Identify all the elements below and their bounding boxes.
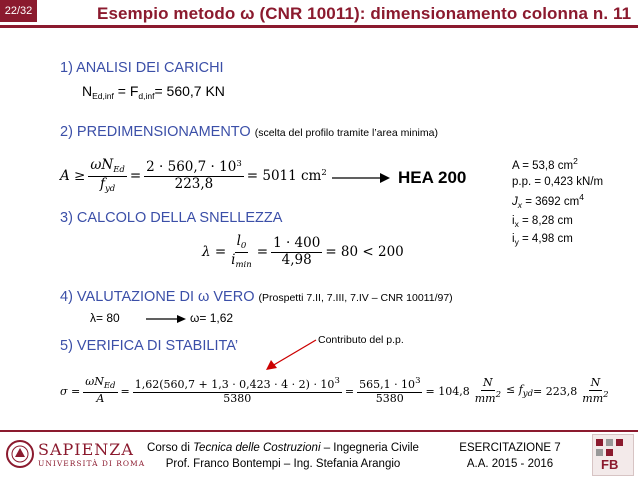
area-result-exponent: 2: [321, 168, 327, 178]
expanded-fraction: $\frac{1,62(560,7 + 1,3 \cdot 0,423 \cdot 4 \cdot 2) \cdot 10^3}{5380}$: [134, 375, 340, 405]
prop-inertia: $J_x = 3692$ $cm^4$: [512, 192, 584, 210]
prop-radius-x: $i_x = 8,28$ cm: [512, 214, 573, 229]
slide-number: 22/32: [0, 0, 37, 22]
frac-denominator-sub: yd: [104, 183, 116, 194]
exercise-label: ESERCITAZIONE 7: [459, 442, 561, 454]
frac-numerator: ωN: [90, 156, 114, 173]
arrow-right-icon: [332, 172, 390, 184]
lambda-lhs: λ =: [202, 244, 227, 260]
axial-load-value: = 560,7 KN: [154, 83, 225, 99]
prop-radius-y: $i_y = 4,98$ cm: [512, 233, 573, 247]
frac-denominator: 223,8: [174, 175, 214, 192]
professors-line: Prof. Franco Bontempi – Ing. Stefania Arangio: [165, 458, 401, 470]
frac-numerator-sub: Ed: [113, 164, 125, 175]
equals-sign: =: [129, 168, 142, 184]
section-4-note: (Prospetti 7.II, 7.III, 7.IV – CNR 10011/97): [258, 292, 453, 304]
omega-value: ω= 1,62: [190, 311, 234, 325]
sapienza-logo: [6, 437, 145, 471]
fb-logo-text: FB: [601, 457, 619, 472]
frac-numerator: 2 · 560,7 · 10: [146, 158, 237, 175]
prop-area: A = 53,8 $cm^2$: [512, 156, 578, 172]
fb-logo: [592, 434, 634, 476]
unit-n-mm2: $\frac{N}{mm^2}$: [474, 375, 501, 405]
numeric-fraction: $\frac{1 \cdot 400}{4,98}$: [273, 234, 321, 268]
section-3-heading: 3) CALCOLO DELLA SNELLEZZA: [60, 210, 283, 226]
equals-sign: =: [256, 244, 269, 260]
frac-exponent: 3: [236, 158, 242, 169]
section-2-label: 2) PREDIMENSIONAMENTO: [60, 124, 251, 140]
axial-load-line: [82, 83, 225, 101]
n-symbol: N: [82, 83, 93, 99]
f-subscript: d,inf: [138, 91, 155, 101]
slide-title: Esempio metodo ω (CNR 10011): dimensionamento colonna n. 11: [97, 4, 632, 23]
arrow-right-icon: [146, 314, 186, 324]
course-info: [138, 440, 428, 472]
stress-verification-formula: σ = $\frac{\omega N_{Ed}}{A}$ = $\frac{1,62(560,7 + 1,3 \cdot 0,423 \cdot 4 \cdot 2) \cdot 10^3}{5380}$ = $\frac{565,1 \cdot 10^3}{5380}$ = 104,8 $\frac{N}{mm^2}$ ≤ $f_{yd}$ = 223,8 $\frac{N}{mm^2}$: [60, 375, 609, 406]
reduced-fraction: $\frac{565,1 \cdot 10^3}{5380}$: [359, 375, 421, 405]
section-4-label: 4) VALUTAZIONE DI ω VERO: [60, 289, 255, 305]
area-result: = 5011 cm: [246, 168, 322, 184]
section-2-note: (scelta del profilo tramite l’area minima): [254, 127, 438, 139]
logo-main-text: SAPIENZA: [38, 440, 134, 459]
header-rule: [0, 25, 638, 28]
logo-sub-text: UNIVERSITÀ DI ROMA: [38, 459, 146, 468]
frac-denominator: f: [99, 175, 105, 192]
sigma-lhs: σ =: [60, 384, 81, 398]
lambda-value: λ= 80: [90, 311, 120, 325]
l0-over-imin: $\frac{l_0}{i_{min}}$: [231, 232, 252, 270]
omega-n-over-fyd: [88, 158, 126, 195]
academic-year: A.A. 2015 - 2016: [466, 458, 554, 470]
area-lhs: A ≥: [60, 168, 86, 184]
slenderness-formula: [202, 229, 404, 275]
profile-properties: [512, 154, 603, 251]
n-subscript: Ed,inf: [92, 91, 114, 101]
section-2-heading: [60, 124, 438, 140]
unit-n-mm2: $\frac{N}{mm^2}$: [582, 375, 609, 405]
sapienza-seal-icon: [6, 437, 34, 471]
fyd-value: = 223,8: [533, 384, 578, 398]
numeric-fraction: [144, 160, 244, 192]
slenderness-result: = 80 < 200: [325, 244, 404, 260]
area-formula: [60, 150, 327, 202]
omega-n-over-a: $\frac{\omega N_{Ed}}{A}$: [85, 375, 116, 406]
section-4-heading: [60, 289, 453, 305]
section-5-heading: 5) VERIFICA DI STABILITA’: [60, 338, 239, 354]
course-line: Corso di Tecnica delle Costruzioni – Ingegneria Civile: [147, 442, 419, 454]
footer-rule: [0, 430, 638, 432]
section-1-heading: 1) ANALISI DEI CARICHI: [60, 60, 224, 76]
prop-self-weight: p.p. = 0,423 kN/m: [512, 175, 604, 188]
stress-value: = 104,8: [425, 384, 470, 398]
exercise-info: [448, 440, 572, 472]
f-symbol: = F: [113, 83, 139, 99]
selected-profile: HEA 200: [398, 168, 467, 187]
callout-self-weight: Contributo del p.p.: [318, 334, 404, 346]
